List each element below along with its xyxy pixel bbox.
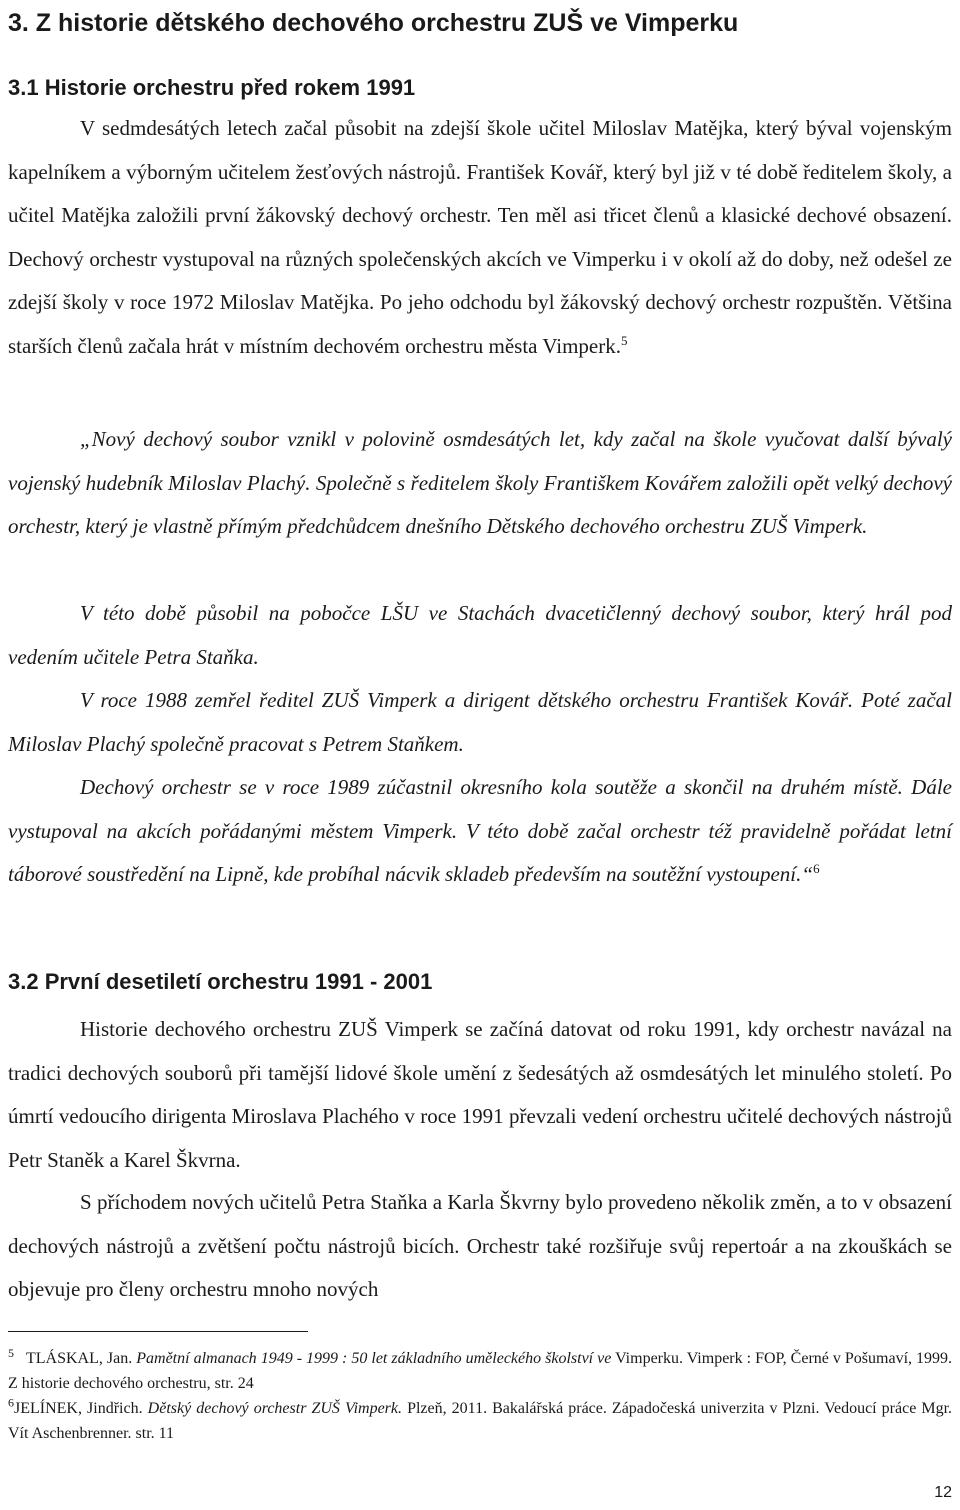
quote-text: Dechový orchestr se v roce 1989 zúčastnil okresního kola soutěže a skončil na druhém místě. Dále vystupoval na akcích pořádanými městem Vimperk. V této době začal orchestr též pravidelně pořádat letní táborové soustředění na Lipně, kde probíhal nácvik skladeb především na soutěžní vystoupení.“ (8, 775, 952, 886)
quote-paragraph-4 (8, 766, 952, 897)
footnote-details: Vimperku. Vimperk : FOP, Černé v Pošumaví, 1999. Z historie dechového orchestru, str. 24 (8, 1350, 953, 1392)
quote-paragraph-1: „Nový dechový soubor vznikl v polovině osmdesátých let, kdy začal na škole vyučovat další bývalý vojenský hudebník Miloslav Plachý. Společně s ředitelem školy Františkem Kovářem založili opět velký dechový orchestr, který je vlastně přímým předchůdcem dnešního Dětského dechového orchestru ZUŠ Vimperk. (8, 427, 952, 538)
paragraph-text: V sedmdesátých letech začal působit na zdejší škole učitel Miloslav Matějka, který býval vojenským kapelníkem a výborným učitelem žesťových nástrojů. František Kovář, který byl již v té době ředitelem školy, a učitel Matějka založili první žákovský dechový orchestr. Ten měl asi třicet členů a klasické dechové obsazení. Dechový orchestr vystupoval na různých společenských akcích ve Vimperku i v okolí až do doby, než odešel ze zdejší školy v roce 1972 Miloslav Matějka. Po jeho odchodu byl žákovský dechový orchestr rozpuštěn. Většina starších členů začala hrát v místním dechovém orchestru města Vimperk. (8, 116, 952, 358)
footnote-author: TLÁSKAL, Jan. (26, 1350, 133, 1367)
footnote-ref-5[interactable]: 5 (620, 332, 628, 348)
quote-paragraph-3: V roce 1988 zemřel ředitel ZUŠ Vimperk a dirigent dětského orchestru František Kovář. Poté začal Miloslav Plachý společně pracovat s Petrem Staňkem. (8, 688, 952, 756)
footnote-number: 5 (8, 1345, 14, 1360)
footnote-title: Pamětní almanach 1949 - 1999 : 50 let základního uměleckého školství ve (136, 1350, 612, 1367)
paragraph-history-before-1991 (8, 107, 952, 368)
chapter-heading: 3. Z historie dětského dechového orchestru ZUŠ ve Vimperku (8, 9, 739, 37)
paragraph-first-decade-2: S příchodem nových učitelů Petra Staňka a Karla Škvrny bylo provedeno několik změn, a to v obsazení dechových nástrojů a zvětšení počtu nástrojů bicích. Orchestr také rozšiřuje svůj repertoár a na zkouškách se objevuje pro členy orchestru mnoho nových (8, 1190, 952, 1301)
page-number: 12 (934, 1484, 952, 1501)
footnote-5 (8, 1346, 952, 1396)
footnote-details: Plzeň, 2011. Bakalářská práce. Západočeská univerzita v Plzni. Vedoucí práce Mgr. Vít Aschenbrenner. str. 11 (8, 1400, 953, 1442)
footnote-separator (8, 1331, 308, 1332)
footnote-number: 6 (8, 1395, 14, 1410)
footnote-6 (8, 1396, 952, 1446)
footnote-title: Dětský dechový orchestr ZUŠ Vimperk. (147, 1400, 402, 1417)
quote-paragraph-2: V této době působil na pobočce LŠU ve Stachách dvacetičlenný dechový soubor, který hrál pod vedením učitele Petra Staňka. (8, 601, 952, 669)
section-heading-3-1: 3.1 Historie orchestru před rokem 1991 (8, 75, 416, 100)
section-heading-3-2: 3.2 První desetiletí orchestru 1991 - 2001 (8, 969, 433, 994)
footnote-author: JELÍNEK, Jindřich. (14, 1400, 143, 1417)
paragraph-first-decade-1: Historie dechového orchestru ZUŠ Vimperk se začíná datovat od roku 1991, kdy orchestr navázal na tradici dechových souborů při tamější lidové škole umění z šedesátých až osmdesátých let minulého století. Po úmrtí vedoucího dirigenta Miroslava Plachého v roce 1991 převzali vedení orchestru učitelé dechových nástrojů Petr Staněk a Karel Škvrna. (8, 1017, 952, 1172)
footnote-ref-6[interactable]: 6 (813, 861, 820, 876)
